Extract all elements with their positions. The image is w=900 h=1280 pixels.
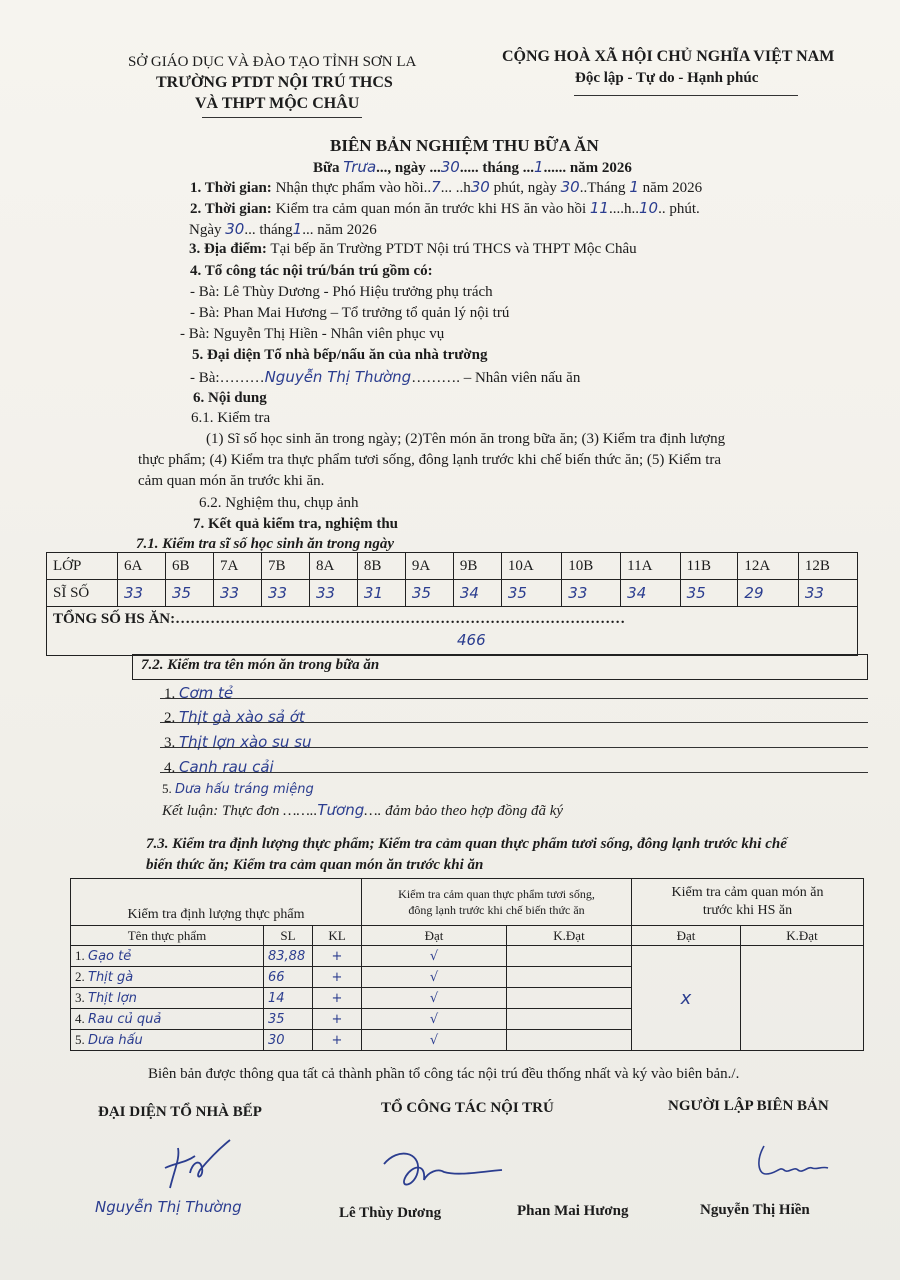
school-name-line1: TRƯỜNG PTDT NỘI TRÚ THCS [156, 74, 393, 91]
item-7: 7. Kết quả kiểm tra, nghiệm thu [193, 516, 399, 532]
class-cell: 11A [621, 553, 680, 580]
h-dat: Đạt [362, 926, 507, 946]
writer-title: NGƯỜI LẬP BIÊN BẢN [668, 1098, 829, 1114]
item-6-1-text-1: (1) Sĩ số học sinh ăn trong ngày; (2)Tên món ăn trong bữa ăn; (3) Kiểm tra định lượng [206, 431, 726, 447]
food-kl: + [313, 946, 362, 967]
class-cell: 8A [309, 553, 357, 580]
food-kdat [507, 967, 632, 988]
total-cell [47, 607, 858, 656]
item-2: 2. Thời gian: Kiểm tra cảm quan món ăn trước khi HS ăn vào hồi 11....h..10.. phút. [190, 199, 700, 217]
food-sl: 35 [264, 1009, 313, 1030]
header-row-2 [71, 926, 864, 946]
h-name: Tên thực phẩm [71, 926, 264, 946]
class-cell: 9B [453, 553, 501, 580]
class-cell: 12B [798, 553, 857, 580]
dept-name: SỞ GIÁO DỤC VÀ ĐÀO TẠO TỈNH SƠN LA [128, 54, 417, 70]
dish-2: 2. Thịt gà xào sả ớt [164, 708, 305, 726]
member-3: - Bà: Nguyễn Thị Hiền - Nhân viên phục vụ [180, 326, 445, 342]
total-label: TỔNG SỐ HS ĂN:……………………………………………………………………………… [53, 611, 626, 627]
class-cell: 12A [738, 553, 798, 580]
count-cell: 33 [798, 580, 857, 607]
food-sl: 83,88 [264, 946, 313, 967]
count-cell: 35 [680, 580, 738, 607]
food-check-table [70, 878, 864, 1051]
food-dat: √ [362, 946, 507, 967]
item-6-2: 6.2. Nghiệm thu, chụp ảnh [199, 495, 359, 511]
h-fresh: Kiểm tra cảm quan thực phẩm tươi sống, đông lạnh trước khi chế biến thức ăn [362, 879, 632, 926]
section-7-3-title-1: 7.3. Kiểm tra định lượng thực phẩm; Kiểm tra cảm quan thực phẩm tươi sống, đông lạnh trước khi chế [146, 836, 787, 852]
committee-title: TỔ CÔNG TÁC NỘI TRÚ [381, 1100, 554, 1116]
dish-4: 4. Canh rau cải [164, 758, 274, 776]
cook-name: Nguyễn Thị Thường [264, 368, 412, 386]
food-name: 5. Dưa hấu [71, 1030, 264, 1051]
closing-note: Biên bản được thông qua tất cả thành phần tổ công tác nội trú đều thống nhất và ký vào biên bản./. [148, 1066, 740, 1082]
count-cell: 33 [261, 580, 309, 607]
food-dat: √ [362, 967, 507, 988]
total-row [47, 607, 858, 656]
count-row [47, 580, 858, 607]
h-kdat2: K.Đạt [741, 926, 864, 946]
h-kdat: K.Đạt [507, 926, 632, 946]
food-name: 1. Gạo tẻ [71, 946, 264, 967]
dish-5: 5. Dưa hấu tráng miệng [162, 781, 314, 797]
count-cell: 35 [501, 580, 561, 607]
count-row-label: SĨ SỐ [47, 580, 118, 607]
item-4: 4. Tổ công tác nội trú/bán trú gồm có: [190, 263, 433, 279]
item-1: 1. Thời gian: Nhận thực phẩm vào hồi..7... ..h30 phút, ngày 30..Tháng 1 năm 2026 [190, 178, 703, 196]
sense-kdat [741, 946, 864, 1051]
food-kl: + [313, 1009, 362, 1030]
h-kl: KL [313, 926, 362, 946]
count-cell: 33 [309, 580, 357, 607]
dish-line [160, 722, 868, 723]
food-kl: + [313, 988, 362, 1009]
total-value: 466 [457, 631, 486, 649]
country-name: CỘNG HOÀ XÃ HỘI CHỦ NGHĨA VIỆT NAM [502, 48, 835, 65]
h-sense: Kiểm tra cảm quan món ăn trước khi HS ăn [632, 879, 864, 926]
member-2-name: Phan Mai Hương [517, 1203, 629, 1219]
h-quant: Kiểm tra định lượng thực phẩm [71, 879, 362, 926]
meal-value: Trưa [343, 158, 377, 176]
count-cell: 34 [453, 580, 501, 607]
dish-line [160, 698, 868, 699]
class-cell: 9A [405, 553, 453, 580]
class-cell: 6B [165, 553, 213, 580]
count-cell: 33 [118, 580, 166, 607]
section-7-2-box [132, 654, 868, 680]
count-cell: 34 [621, 580, 680, 607]
member-1: - Bà: Lê Thùy Dương - Phó Hiệu trưởng phụ trách [190, 284, 493, 300]
food-row [71, 946, 864, 967]
count-cell: 33 [562, 580, 621, 607]
food-kl: + [313, 1030, 362, 1051]
food-dat: √ [362, 1009, 507, 1030]
class-cell: 8B [357, 553, 405, 580]
dish-1: 1. Cơm tẻ [164, 684, 234, 702]
writer-signature-icon [750, 1140, 840, 1190]
item-6: 6. Nội dung [193, 390, 267, 406]
committee-signature-icon [378, 1142, 508, 1202]
food-kdat [507, 1030, 632, 1051]
motto: Độc lập - Tự do - Hạnh phúc [575, 70, 759, 86]
motto-underline [574, 95, 798, 96]
doc-title: BIÊN BẢN NGHIỆM THU BỮA ĂN [330, 136, 599, 155]
school-name-line2: VÀ THPT MỘC CHÂU [195, 95, 360, 112]
food-name: 2. Thịt gà [71, 967, 264, 988]
member-1-name: Lê Thùy Dương [339, 1205, 442, 1221]
class-cell: 11B [680, 553, 738, 580]
section-7-2-title: 7.2. Kiểm tra tên món ăn trong bữa ăn [141, 657, 380, 673]
day-value: 30 [440, 158, 460, 176]
count-cell: 35 [165, 580, 213, 607]
food-kl: + [313, 967, 362, 988]
count-cell: 31 [357, 580, 405, 607]
class-cell: 10A [501, 553, 561, 580]
dish-3: 3. Thịt lợn xào su su [164, 733, 312, 751]
month-value: 1 [534, 158, 544, 176]
food-name: 4. Rau củ quả [71, 1009, 264, 1030]
member-3-name: Nguyễn Thị Hiền [700, 1202, 810, 1218]
kitchen-signature-icon [130, 1128, 250, 1208]
class-count-table [46, 552, 858, 656]
food-sl: 14 [264, 988, 313, 1009]
count-cell: 35 [405, 580, 453, 607]
cook-line: - Bà:………Nguyễn Thị Thường………. – Nhân viên nấu ăn [190, 368, 581, 386]
food-kdat [507, 946, 632, 967]
class-row-label: LỚP [47, 553, 118, 580]
food-sl: 66 [264, 967, 313, 988]
section-7-1-title: 7.1. Kiểm tra sĩ số học sinh ăn trong ngày [136, 536, 394, 552]
meal-line: Bữa Trưa..., ngày ...30..... tháng ...1...... năm 2026 [313, 158, 632, 176]
item-5: 5. Đại diện Tổ nhà bếp/nấu ăn của nhà trường [192, 347, 488, 363]
dish-line [160, 772, 868, 773]
class-cell: 7A [213, 553, 261, 580]
item-6-1: 6.1. Kiểm tra [191, 410, 271, 426]
item-6-1-text-2: thực phẩm; (4) Kiểm tra thực phẩm tươi sống, đông lạnh trước khi chế biến thức ăn; (5) Kiểm tra [138, 452, 722, 468]
food-sl: 30 [264, 1030, 313, 1051]
food-kdat [507, 1009, 632, 1030]
food-kdat [507, 988, 632, 1009]
class-cell: 10B [562, 553, 621, 580]
count-cell: 33 [213, 580, 261, 607]
header-row-1 [71, 879, 864, 926]
food-name: 3. Thịt lợn [71, 988, 264, 1009]
class-cell: 6A [118, 553, 166, 580]
h-sl: SL [264, 926, 313, 946]
dish-line [160, 747, 868, 748]
class-cell: 7B [261, 553, 309, 580]
section-7-3-title-2: biến thức ăn; Kiểm tra cảm quan món ăn trước khi ăn [146, 857, 484, 873]
food-dat: √ [362, 988, 507, 1009]
sense-dat: x [632, 946, 741, 1051]
class-row [47, 553, 858, 580]
kitchen-name: Nguyễn Thị Thường [95, 1198, 242, 1216]
item-6-1-text-3: cảm quan món ăn trước khi ăn. [138, 473, 325, 489]
count-cell: 29 [738, 580, 798, 607]
school-underline [202, 117, 362, 118]
item-3: 3. Địa điểm: Tại bếp ăn Trường PTDT Nội trú THCS và THPT Mộc Châu [189, 241, 637, 257]
item-2-date: Ngày 30... tháng1... năm 2026 [189, 220, 377, 238]
food-dat: √ [362, 1030, 507, 1051]
menu-conclusion: Kết luận: Thực đơn ……..Tương…. đảm bảo theo hợp đồng đã ký [162, 801, 564, 819]
h-dat2: Đạt [632, 926, 741, 946]
member-2: - Bà: Phan Mai Hương – Tổ trưởng tổ quản lý nội trú [190, 305, 510, 321]
kitchen-title: ĐẠI DIỆN TỔ NHÀ BẾP [98, 1104, 262, 1120]
